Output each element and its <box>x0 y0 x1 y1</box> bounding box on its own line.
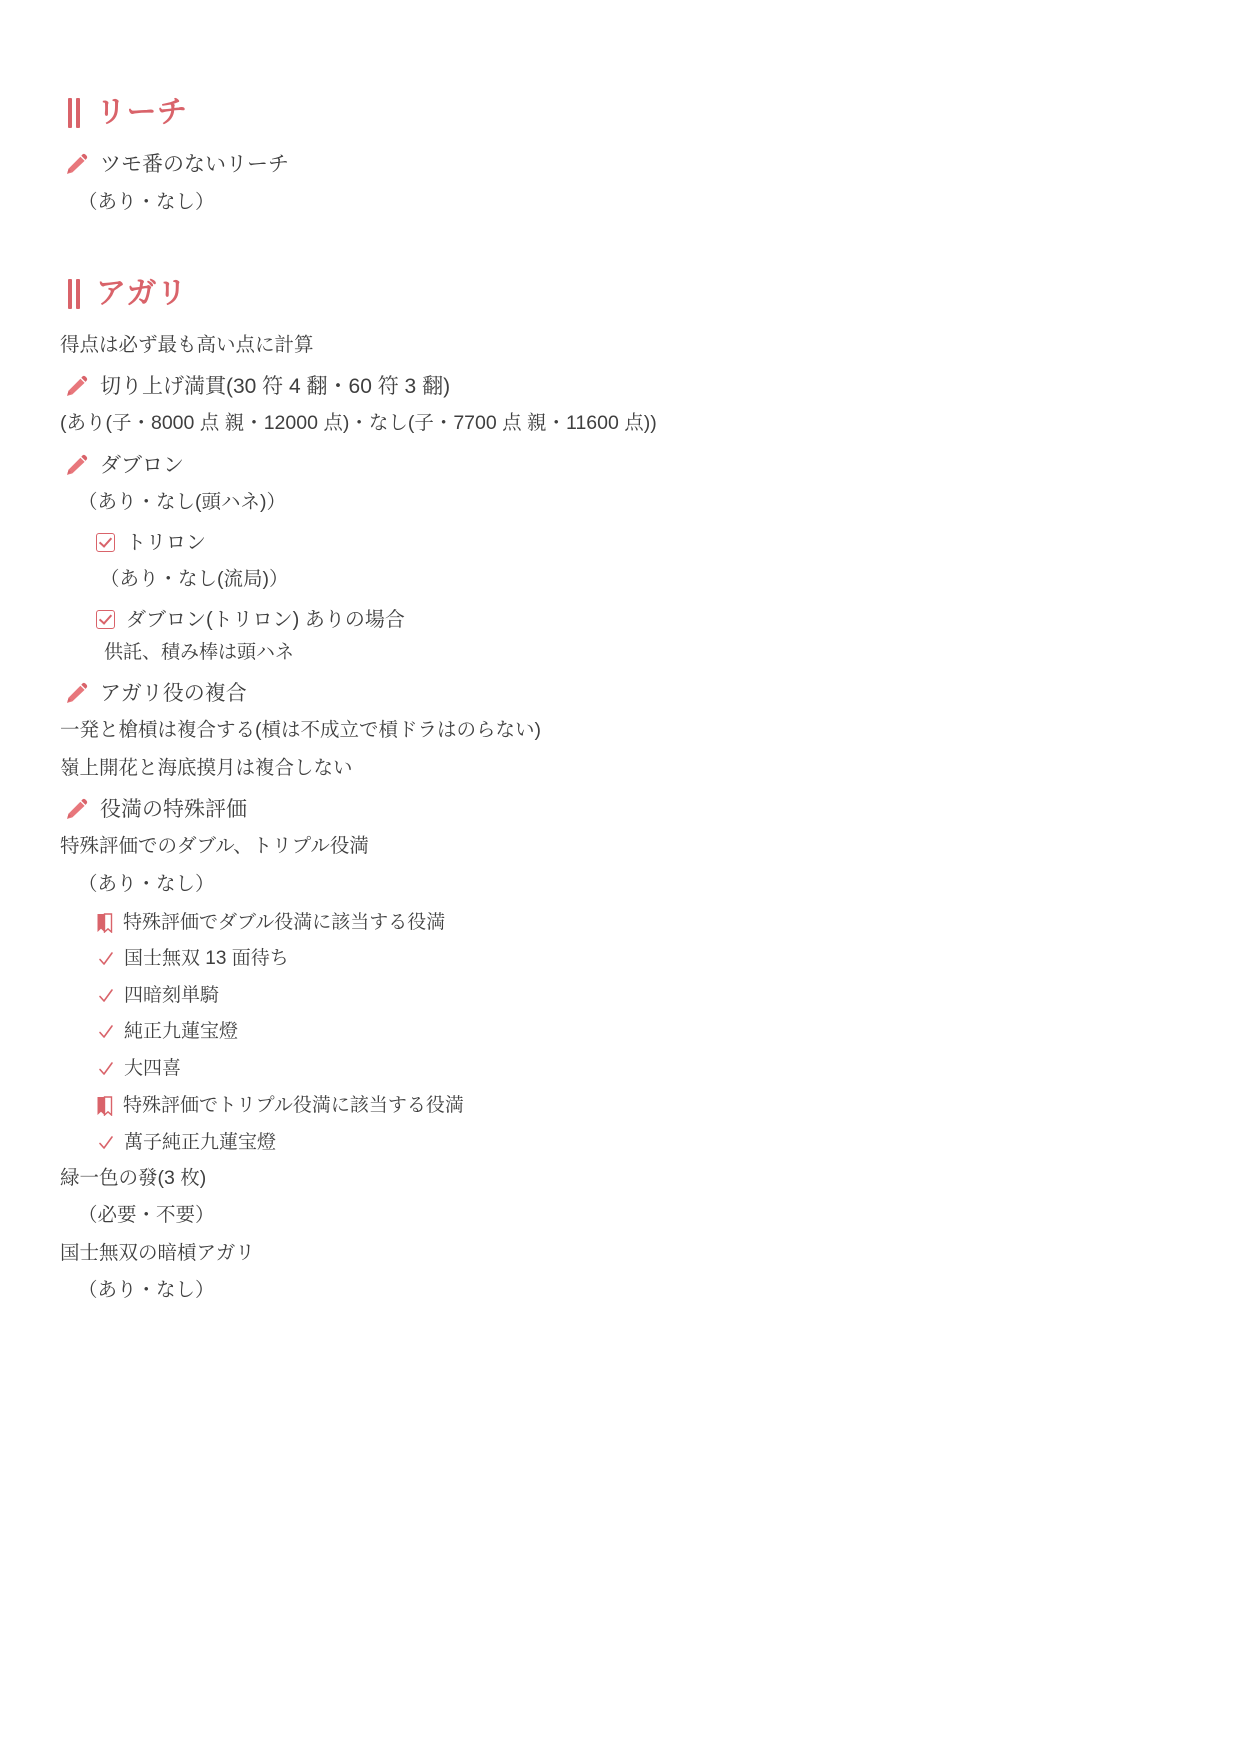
pencil-item <box>64 149 1121 181</box>
tick-item-label: 国士無双 13 面待ち <box>124 948 289 970</box>
section-title: アガリ <box>96 276 188 310</box>
checkbox-item-toriron[interactable] <box>96 528 1121 558</box>
tick-item <box>98 945 1121 974</box>
check-mark-icon <box>98 950 114 968</box>
tick-item <box>98 1055 1121 1084</box>
bookmark-item-label: 特殊評価でダブル役満に該当する役満 <box>123 911 446 933</box>
note-text: （あり・なし(流局)） <box>100 568 289 591</box>
section-heading-agari <box>60 276 1121 312</box>
pencil-icon <box>64 452 90 478</box>
tick-item <box>98 1129 1121 1158</box>
check-mark-icon <box>98 987 114 1005</box>
pencil-item <box>64 371 1121 403</box>
tick-item-label: 純正九蓮宝燈 <box>124 1021 239 1043</box>
heading-bars-icon <box>68 279 80 309</box>
check-mark-icon <box>98 1134 114 1152</box>
check-mark-icon <box>98 1023 114 1041</box>
pencil-item-label: ツモ番のないリーチ <box>100 153 289 176</box>
checkbox-item-label: トリロン <box>126 532 206 555</box>
checkbox-item-label: ダブロン(トリロン) ありの場合 <box>126 609 405 632</box>
section-heading-riichi <box>60 95 1121 131</box>
pencil-icon <box>64 680 90 706</box>
pencil-item-label: 役満の特殊評価 <box>100 797 247 821</box>
note-text: 供託、積み棒は頭ハネ <box>104 642 295 664</box>
tick-item <box>98 982 1121 1011</box>
note-text: 嶺上開花と海底摸月は複合しない <box>60 756 353 779</box>
bookmark-item <box>96 1092 1121 1121</box>
pencil-item-label: 切り上げ満貫(30 符 4 翻・60 符 3 翻) <box>100 374 451 398</box>
note-text: （あり・なし(頭ハネ)） <box>78 491 286 514</box>
note-text: （あり・なし） <box>78 872 215 895</box>
note-text: 得点は必ず最も高い点に計算 <box>60 333 314 356</box>
bookmark-item-label: 特殊評価でトリプル役満に該当する役満 <box>123 1095 464 1117</box>
note-text: （あり・なし） <box>78 190 215 213</box>
tick-item <box>98 1018 1121 1047</box>
checkbox-item-double-ron[interactable] <box>96 605 1121 635</box>
pencil-icon <box>64 796 90 822</box>
pencil-item <box>64 450 1121 482</box>
note-text: 一発と槍槓は複合する(槓は不成立で槓ドラはのらない) <box>60 719 541 742</box>
pencil-icon <box>64 373 90 399</box>
tick-item-label: 萬子純正九蓮宝燈 <box>124 1131 277 1153</box>
tick-item-label: 大四喜 <box>124 1057 182 1079</box>
bookmark-item <box>96 909 1121 938</box>
note-text: 特殊評価でのダブル、トリプル役満 <box>60 835 369 858</box>
pencil-item-label: アガリ役の複合 <box>100 681 247 705</box>
pencil-item-label: ダブロン <box>100 453 184 477</box>
pencil-item <box>64 678 1121 710</box>
heading-bars-icon <box>68 98 80 128</box>
tick-item-label: 四暗刻単騎 <box>124 984 220 1006</box>
note-text: 緑一色の發(3 枚) <box>60 1167 207 1190</box>
bookmark-icon <box>96 1096 113 1116</box>
bookmark-icon <box>96 913 113 933</box>
section-title: リーチ <box>96 96 188 129</box>
pencil-item <box>64 794 1121 826</box>
note-text: （必要・不要） <box>78 1204 215 1227</box>
checkbox-icon[interactable] <box>96 533 115 552</box>
note-text: (あり(子・8000 点 親・12000 点)・なし(子・7700 点 親・11600 点)) <box>60 412 657 435</box>
note-text: 国士無双の暗槓アガリ <box>60 1241 255 1264</box>
note-text: （あり・なし） <box>78 1278 215 1301</box>
checkbox-icon[interactable] <box>96 610 115 629</box>
check-mark-icon <box>98 1060 114 1078</box>
pencil-icon <box>64 151 90 177</box>
